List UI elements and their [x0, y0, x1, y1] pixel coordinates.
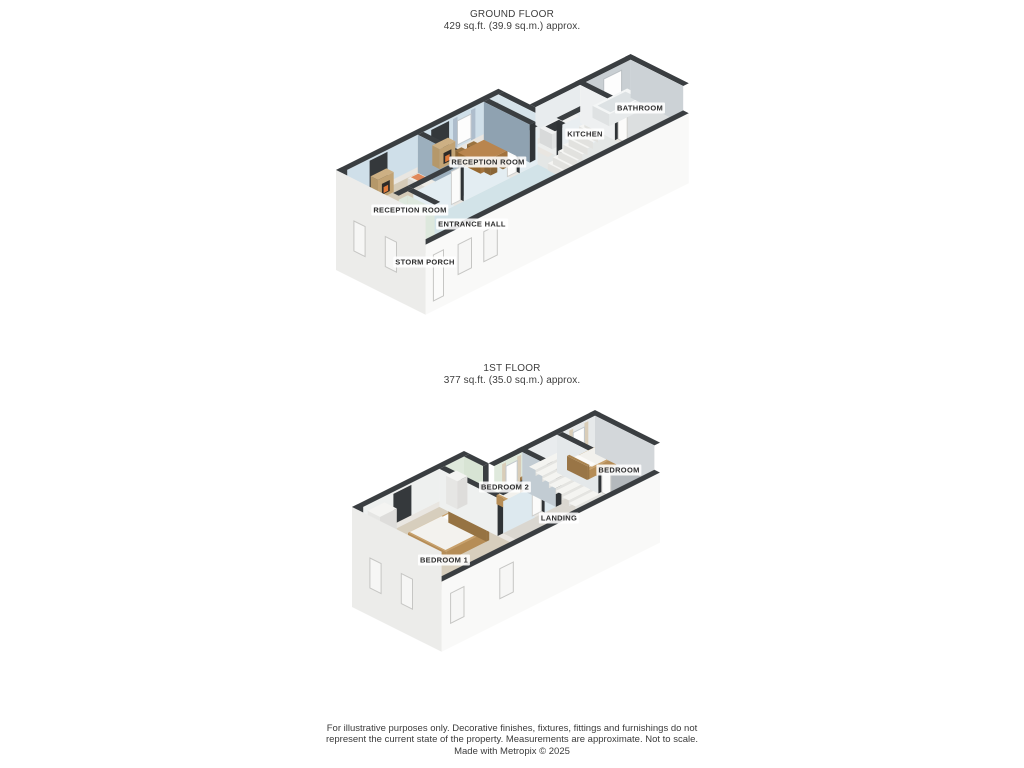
room-label-landing: LANDING [540, 513, 578, 523]
floor-plan-ground [336, 54, 689, 315]
ground-floor-title: GROUND FLOOR [469, 9, 555, 20]
first-floor-title: 1ST FLOOR [483, 363, 541, 374]
disclaimer-line-2: represent the current state of the property. Measurements are approximate. Not to scale. [325, 734, 699, 746]
room-label-reception-room: RECEPTION ROOM [451, 157, 525, 167]
room-label-storm-porch: STORM PORCH [395, 257, 455, 267]
disclaimer [0, 723, 1024, 757]
room-label-kitchen: KITCHEN [567, 129, 603, 139]
first-floor-area: 377 sq.ft. (35.0 sq.m.) approx. [443, 375, 581, 386]
disclaimer-line-3: Made with Metropix © 2025 [454, 745, 570, 757]
room-label-reception-room: RECEPTION ROOM [373, 205, 447, 215]
disclaimer-line-1: For illustrative purposes only. Decorative finishes, fixtures, fittings and furnishings do not [326, 723, 698, 734]
room-label-entrance-hall: ENTRANCE HALL [438, 219, 506, 229]
room-label-bedroom-1: BEDROOM 1 [419, 555, 469, 565]
room-label-bathroom: BATHROOM [616, 103, 664, 113]
room-label-bedroom: BEDROOM [598, 465, 640, 475]
ground-floor-area: 429 sq.ft. (39.9 sq.m.) approx. [443, 21, 581, 32]
room-label-bedroom-2: BEDROOM 2 [480, 482, 530, 492]
floor-plan-first [352, 410, 660, 652]
